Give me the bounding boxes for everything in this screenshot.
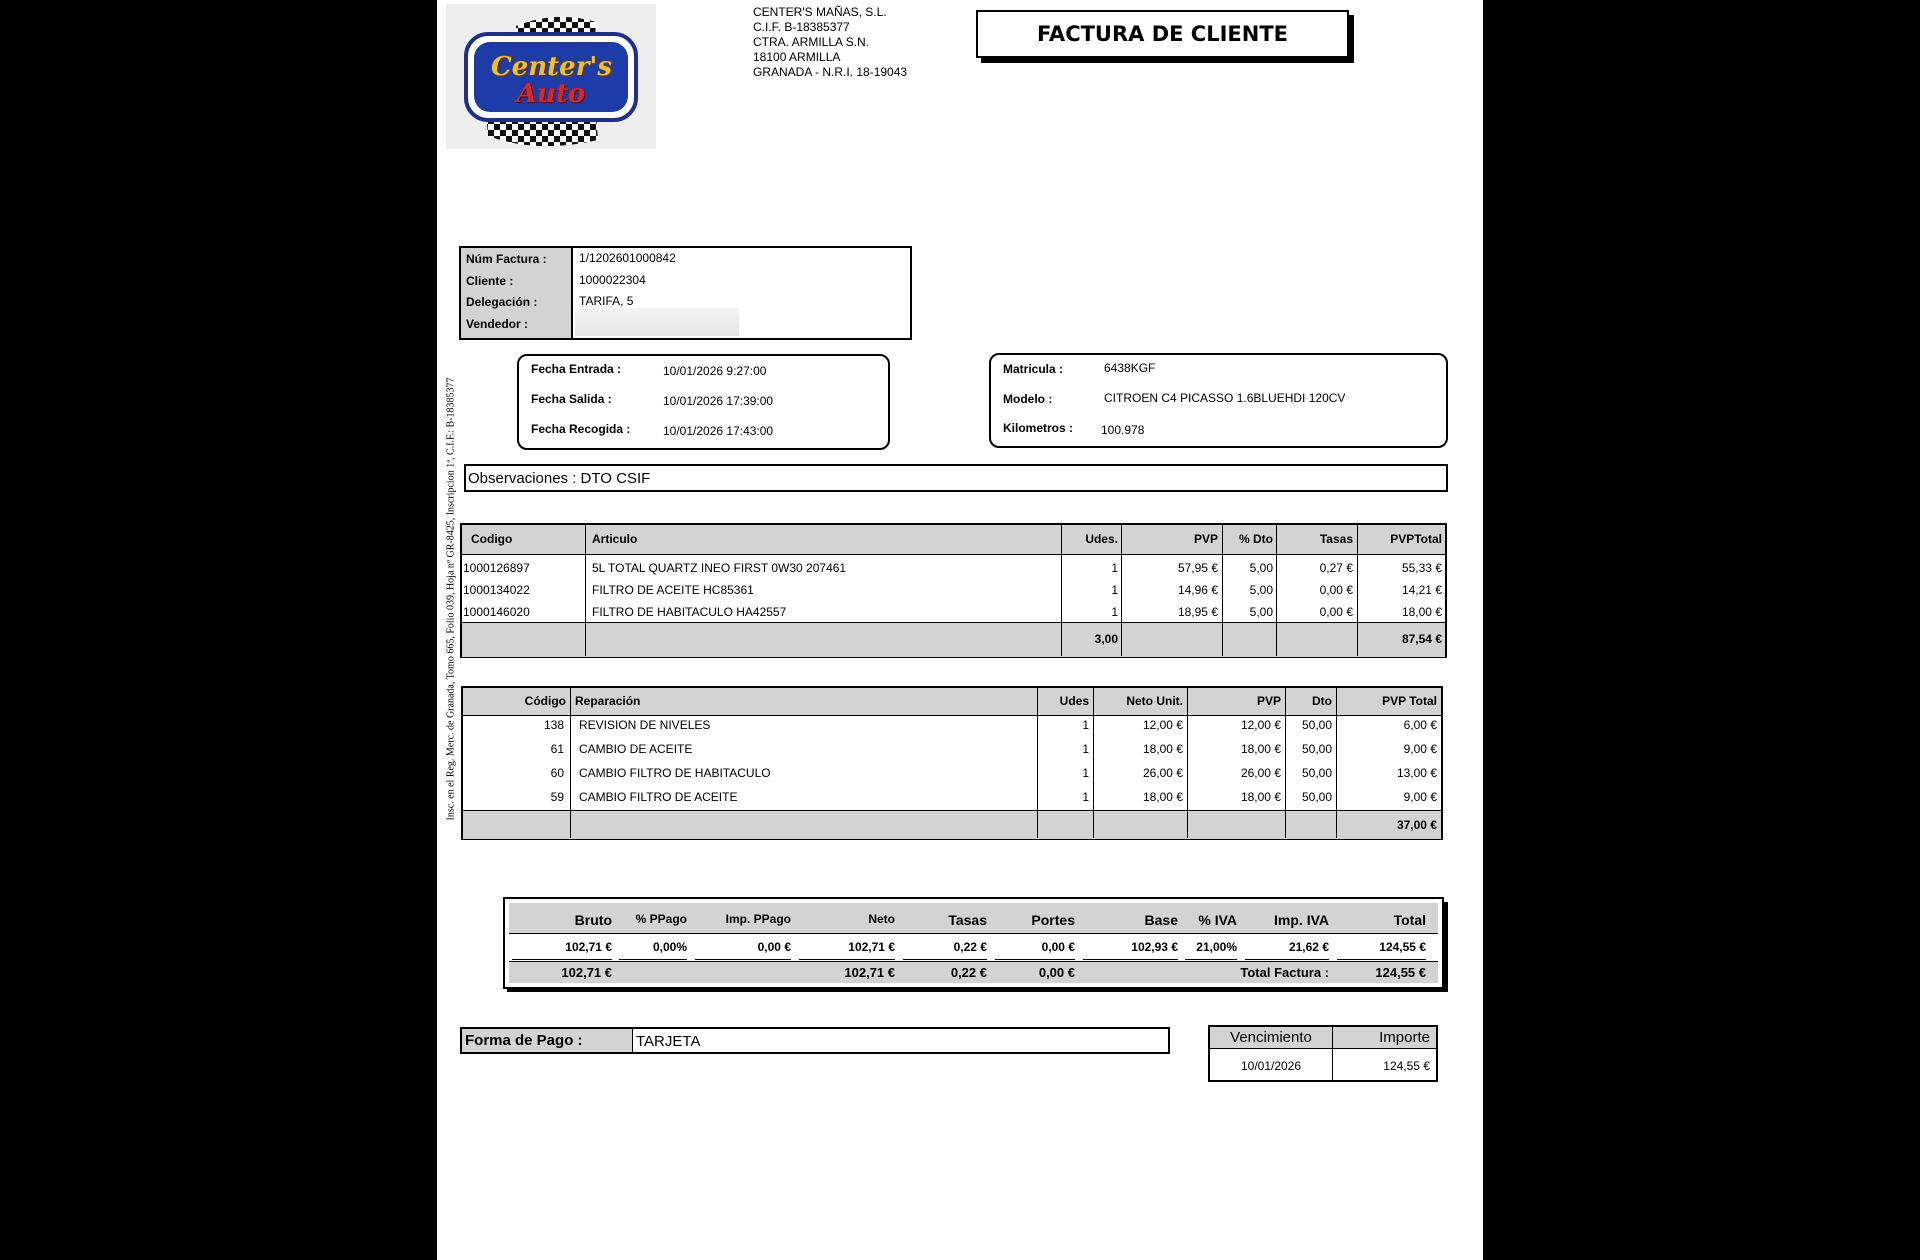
article-row-total: 14,21 €	[1401, 583, 1442, 597]
totals-header-total: Total	[1393, 912, 1426, 928]
pickup-date: 10/01/2026 17:43:00	[663, 424, 774, 438]
repairs-footer-bg	[463, 810, 1441, 839]
totals-header-portes: Portes	[1031, 912, 1075, 928]
repair-row-pvp: 12,00 €	[1240, 718, 1281, 732]
repair-row-dto: 50,00	[1301, 766, 1332, 780]
exit-date: 10/01/2026 17:39:00	[663, 394, 774, 408]
invoice-title-text: FACTURA DE CLIENTE	[1037, 22, 1288, 46]
article-row-code: 1000146020	[463, 605, 530, 619]
entry-date: 10/01/2026 9:27:00	[663, 364, 767, 378]
article-row-dto: 5,00	[1249, 605, 1273, 619]
articles-table	[460, 523, 1447, 658]
repairs-header-pvp: PVP	[1256, 694, 1281, 708]
repairs-header-code: Código	[524, 694, 566, 708]
totals-header-ppago: % PPago	[635, 912, 687, 926]
article-row-tasas: 0,27 €	[1319, 561, 1353, 575]
repair-row-code: 60	[550, 766, 564, 780]
dates-box	[517, 354, 890, 450]
articles-total-units: 3,00	[1094, 632, 1118, 646]
client-number: 1000022304	[579, 273, 646, 287]
company-province: GRANADA - N.R.I. 18-19043	[753, 65, 908, 79]
repair-row-net: 26,00 €	[1142, 766, 1183, 780]
repair-row-pvp: 18,00 €	[1240, 742, 1281, 756]
due-date-header: Vencimiento	[1230, 1029, 1312, 1046]
due-date-box	[1208, 1025, 1438, 1082]
repair-row-pvp: 18,00 €	[1240, 790, 1281, 804]
payment-method-label: Forma de Pago :	[465, 1032, 583, 1049]
repair-row-code: 61	[550, 742, 564, 756]
footer-portes: 0,00 €	[1038, 965, 1075, 980]
repairs-header-total: PVP Total	[1382, 694, 1437, 708]
totals-header-iva-pct: % IVA	[1198, 912, 1237, 928]
article-row-total: 55,33 €	[1401, 561, 1442, 575]
model-value: CITROEN C4 PICASSO 1.6BLUEHDI 120CV	[1104, 391, 1346, 405]
repairs-table	[461, 686, 1443, 840]
repair-row-units: 1	[1082, 766, 1089, 780]
logo-text-top: Center's	[491, 52, 612, 82]
repair-row-dto: 50,00	[1301, 790, 1332, 804]
invoice-number: 1/1202601000842	[579, 251, 676, 265]
payment-method-value: TARJETA	[636, 1033, 701, 1050]
repair-row-net: 18,00 €	[1142, 790, 1183, 804]
due-date-value: 10/01/2026	[1240, 1059, 1302, 1073]
article-row-pvp: 14,96 €	[1177, 583, 1218, 597]
entry-date-label: Fecha Entrada :	[531, 362, 622, 376]
km-label: Kilometros :	[1003, 421, 1074, 435]
totals-iva-pct: 21,00%	[1196, 940, 1237, 954]
article-row-pvp: 18,95 €	[1177, 605, 1218, 619]
delegation-label: Delegación :	[466, 295, 538, 309]
article-row-units: 1	[1111, 583, 1118, 597]
footer-bruto: 102,71 €	[561, 965, 612, 980]
payment-method-box	[460, 1027, 1170, 1054]
article-row-dto: 5,00	[1249, 561, 1273, 575]
articles-header-units: Udes.	[1085, 532, 1118, 546]
repair-row-pvp: 26,00 €	[1240, 766, 1281, 780]
article-row-units: 1	[1111, 605, 1118, 619]
totals-total: 124,55 €	[1379, 940, 1426, 954]
totals-header-imp-ppago: Imp. PPago	[725, 912, 791, 926]
articles-header-pvp: PVP	[1193, 532, 1218, 546]
articles-header-dto: % Dto	[1239, 532, 1273, 546]
repairs-header-units: Udes	[1059, 694, 1089, 708]
article-row-name: FILTRO DE ACEITE HC85361	[592, 583, 754, 597]
plate-value: 6438KGF	[1104, 361, 1156, 375]
repair-row-net: 18,00 €	[1142, 742, 1183, 756]
article-row-dto: 5,00	[1249, 583, 1273, 597]
article-row-tasas: 0,00 €	[1319, 605, 1353, 619]
articles-header-total: PVPTotal	[1390, 532, 1442, 546]
repair-row-total: 6,00 €	[1403, 718, 1437, 732]
repair-row-total: 9,00 €	[1403, 790, 1437, 804]
repairs-header-net: Neto Unit.	[1126, 694, 1183, 708]
articles-header-code: Codigo	[471, 532, 513, 546]
totals-bruto: 102,71 €	[565, 940, 612, 954]
invoice-page	[437, 0, 1483, 1260]
totals-imp-ppago: 0,00 €	[757, 940, 791, 954]
model-label: Modelo :	[1003, 392, 1053, 406]
delegation-value: TARIFA, 5	[579, 294, 634, 308]
amount-header: Importe	[1379, 1029, 1430, 1046]
article-row-units: 1	[1111, 561, 1118, 575]
articles-header-article: Articulo	[592, 532, 638, 546]
totals-header-bruto: Bruto	[574, 912, 612, 928]
repair-row-total: 9,00 €	[1403, 742, 1437, 756]
articles-header-tasas: Tasas	[1319, 532, 1353, 546]
amount-value: 124,55 €	[1383, 1059, 1430, 1073]
article-row-name: 5L TOTAL QUARTZ INEO FIRST 0W30 207461	[592, 561, 847, 575]
totals-base: 102,93 €	[1131, 940, 1178, 954]
registry-side-text: Insc. en el Reg. Merc. de Granada, Tomo 665, Folio 039, Hoja nº GR-8425, Inscripcion 1ª, C.I.F.: B-18385377	[445, 377, 457, 821]
repair-row-units: 1	[1082, 742, 1089, 756]
company-city: 18100 ARMILLA	[753, 50, 841, 64]
repair-row-units: 1	[1082, 718, 1089, 732]
repair-row-dto: 50,00	[1301, 742, 1332, 756]
seller-redacted	[575, 308, 739, 336]
repair-row-name: CAMBIO FILTRO DE ACEITE	[579, 790, 738, 804]
repairs-header-repair: Reparación	[575, 694, 641, 708]
km-value: 100.978	[1101, 423, 1145, 437]
company-name: CENTER'S MAÑAS, S.L.	[753, 5, 887, 19]
seller-label: Vendedor :	[466, 317, 529, 331]
totals-header-tasas: Tasas	[948, 912, 987, 928]
article-row-code: 1000134022	[463, 583, 530, 597]
observations-text: Observaciones : DTO CSIF	[468, 470, 651, 487]
totals-portes: 0,00 €	[1041, 940, 1075, 954]
article-row-code: 1000126897	[463, 561, 530, 575]
company-cif: C.I.F. B-18385377	[753, 20, 850, 34]
totals-neto: 102,71 €	[848, 940, 895, 954]
company-address: CTRA. ARMILLA S.N.	[753, 35, 870, 49]
repair-row-net: 12,00 €	[1142, 718, 1183, 732]
repairs-total: 37,00 €	[1396, 818, 1437, 832]
repairs-header-dto: Dto	[1312, 694, 1332, 708]
vehicle-box	[989, 353, 1448, 448]
articles-footer-bg	[462, 622, 1445, 657]
pickup-date-label: Fecha Recogida :	[531, 422, 631, 436]
articles-total: 87,54 €	[1401, 632, 1442, 646]
repair-row-name: CAMBIO FILTRO DE HABITACULO	[579, 766, 771, 780]
totals-ppago: 0,00%	[652, 940, 687, 954]
totals-header-base: Base	[1144, 912, 1178, 928]
plate-label: Matricula :	[1003, 362, 1064, 376]
exit-date-label: Fecha Salida :	[531, 392, 612, 406]
repair-row-total: 13,00 €	[1396, 766, 1437, 780]
totals-iva: 21,62 €	[1288, 940, 1329, 954]
observations-box	[464, 464, 1448, 492]
invoice-title	[976, 10, 1349, 58]
invoice-info-box	[459, 246, 912, 340]
client-label: Cliente :	[466, 274, 514, 288]
article-row-pvp: 57,95 €	[1177, 561, 1218, 575]
repair-row-name: CAMBIO DE ACEITE	[579, 742, 693, 756]
totals-tasas: 0,22 €	[953, 940, 987, 954]
article-row-total: 18,00 €	[1401, 605, 1442, 619]
logo-text-bottom: Auto	[516, 79, 586, 109]
repair-row-name: REVISION DE NIVELES	[579, 718, 711, 732]
article-row-tasas: 0,00 €	[1319, 583, 1353, 597]
repair-row-dto: 50,00	[1301, 718, 1332, 732]
totals-header-iva: Imp. IVA	[1274, 912, 1329, 928]
company-logo	[446, 4, 656, 149]
article-row-name: FILTRO DE HABITACULO HA42557	[592, 605, 787, 619]
footer-tasas: 0,22 €	[950, 965, 987, 980]
invoice-number-label: Núm Factura :	[466, 252, 547, 266]
total-invoice-label: Total Factura :	[1240, 965, 1329, 980]
totals-header-neto: Neto	[868, 912, 895, 926]
total-invoice-value: 124,55 €	[1375, 965, 1426, 980]
repair-row-units: 1	[1082, 790, 1089, 804]
totals-box	[503, 897, 1444, 989]
repair-row-code: 138	[543, 718, 564, 732]
repair-row-code: 59	[550, 790, 564, 804]
footer-neto: 102,71 €	[844, 965, 895, 980]
